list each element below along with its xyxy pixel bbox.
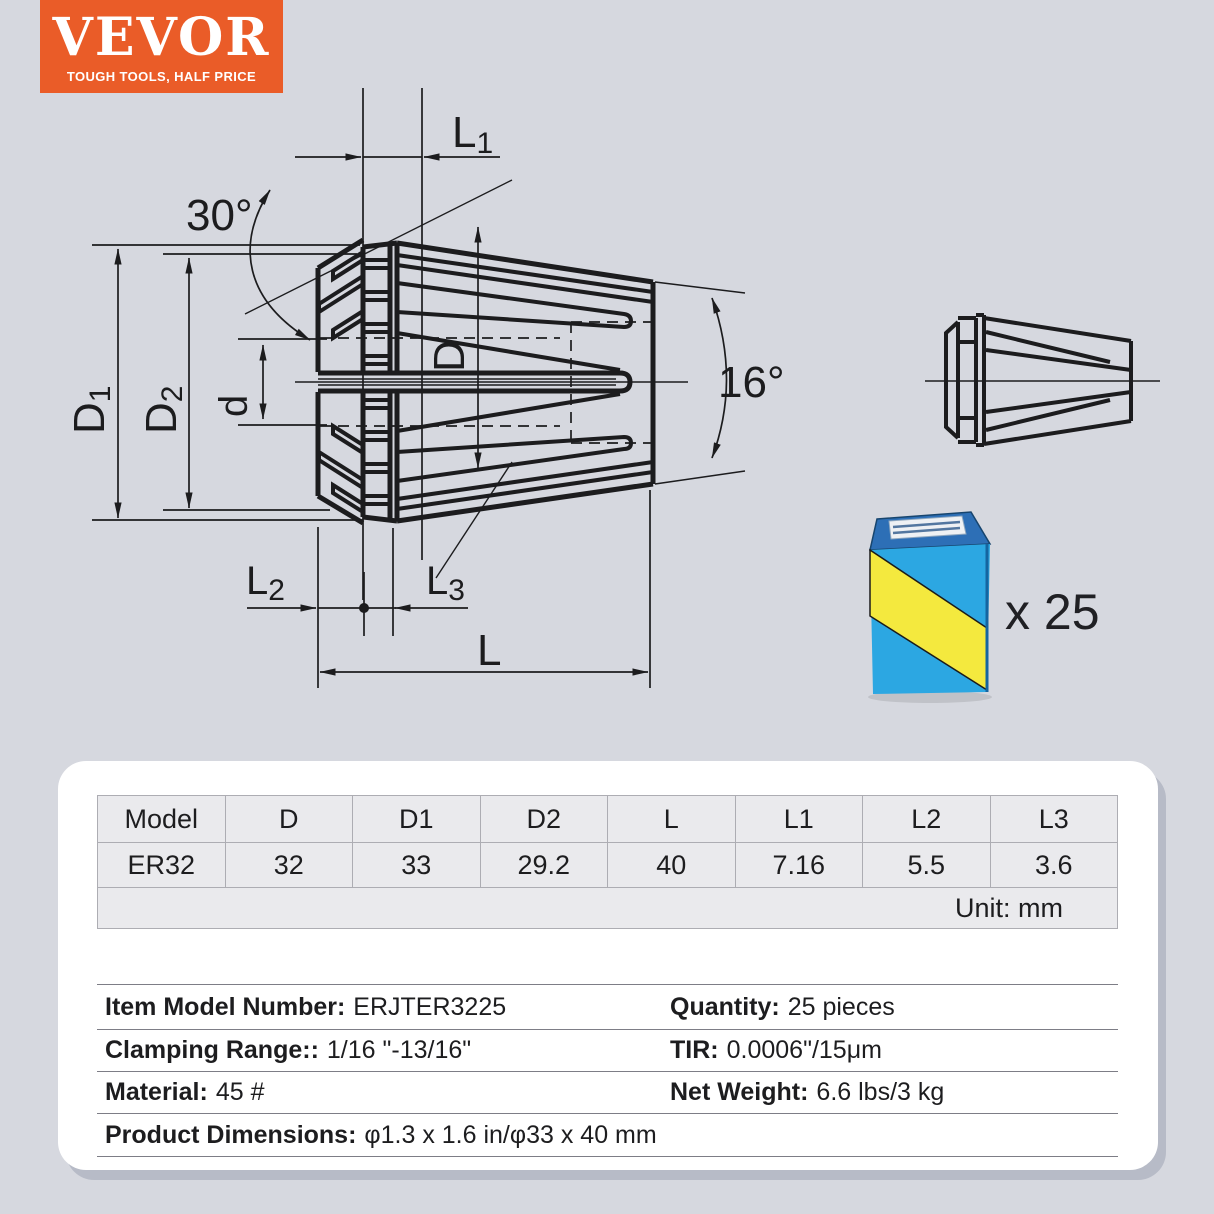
spec-row: [97, 1071, 1118, 1113]
label-l2: L2: [246, 559, 285, 607]
col-l: L: [608, 796, 736, 843]
label-d1: D1: [65, 385, 117, 434]
spec-product-dimensions: Product Dimensions: φ1.3 x 1.6 in/φ33 x 40 mm: [105, 1120, 657, 1149]
label-l1: L1: [452, 108, 494, 160]
unit-note: Unit: mm: [98, 888, 1118, 929]
label-d2: D2: [137, 385, 189, 434]
col-d1: D1: [353, 796, 481, 843]
spec-card: [58, 761, 1158, 1170]
collet-side-view: [925, 315, 1160, 445]
col-l3: L3: [990, 796, 1118, 843]
label-l3: L3: [426, 559, 465, 607]
col-d2: D2: [480, 796, 608, 843]
spec-list: [97, 984, 1118, 1157]
quantity-label: x 25: [1005, 584, 1100, 640]
cell-l1: 7.16: [735, 843, 863, 888]
spec-tir: TIR: 0.0006"/15μm: [670, 1036, 882, 1064]
product-box-illustration: [868, 512, 992, 703]
cell-l2: 5.5: [863, 843, 991, 888]
cell-l: 40: [608, 843, 736, 888]
dimension-lines: [92, 88, 745, 688]
label-l-total: L: [477, 626, 502, 675]
label-angle-30: 30°: [186, 191, 253, 240]
spec-net-weight: Net Weight: 6.6 lbs/3 kg: [670, 1078, 945, 1106]
spec-row: [97, 984, 1118, 1029]
label-d-outer: D: [425, 340, 474, 372]
col-model: Model: [98, 796, 226, 843]
table-unit-row: [98, 888, 1118, 929]
col-l2: L2: [863, 796, 991, 843]
cell-model: ER32: [98, 843, 226, 888]
table-header-row: [98, 796, 1118, 843]
cell-l3: 3.6: [990, 843, 1118, 888]
dimensions-table: [97, 795, 1118, 929]
table-row: [98, 843, 1118, 888]
spec-row: [97, 1113, 1118, 1157]
brand-name: VEVOR: [52, 6, 271, 68]
brand-tagline: TOUGH TOOLS, HALF PRICE: [66, 68, 257, 84]
label-d-bore: d: [212, 394, 256, 417]
spec-material: Material: 45 #: [105, 1078, 265, 1106]
spec-quantity: Quantity: 25 pieces: [670, 992, 895, 1021]
cell-d2: 29.2: [480, 843, 608, 888]
label-angle-16: 16°: [718, 358, 785, 407]
cell-d: 32: [225, 843, 353, 888]
spec-item-model-number: Item Model Number: ERJTER3225: [105, 992, 507, 1021]
cell-d1: 33: [353, 843, 481, 888]
spec-clamping-range: Clamping Range:: 1/16 "-13/16": [105, 1036, 472, 1064]
col-d: D: [225, 796, 353, 843]
spec-row: [97, 1029, 1118, 1071]
col-l1: L1: [735, 796, 863, 843]
